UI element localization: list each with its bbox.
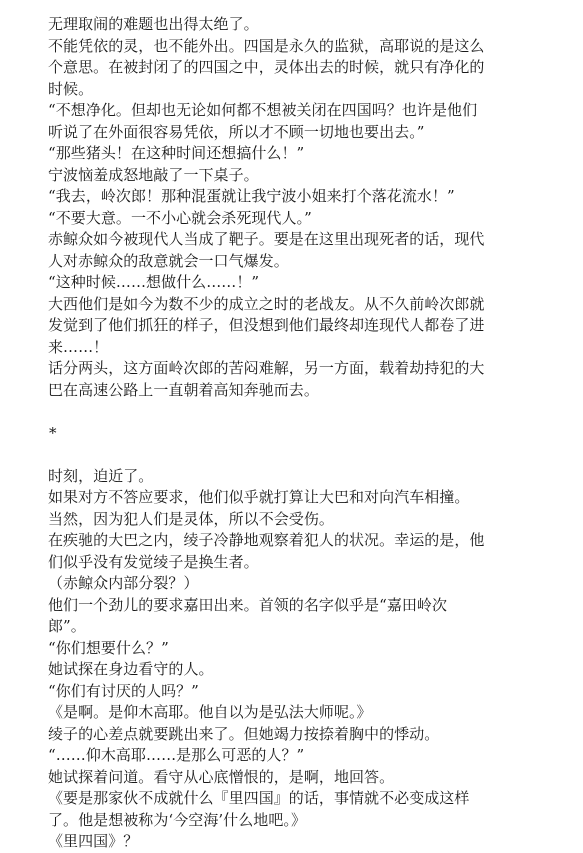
blank-line: [48, 401, 548, 423]
text-line: “不要大意。一不小心就会杀死现代人。”: [48, 208, 312, 227]
blank-line: [48, 444, 548, 466]
text-line: 当然，因为犯人们是灵体，所以不会受伤。: [48, 509, 334, 528]
text-line: “这种时候……想做什么……！”: [48, 273, 260, 291]
text-line: 她试探着问道。看守从心底憎恨的，是啊，地回答。: [48, 767, 395, 786]
document-page: [48, 14, 548, 853]
text-line: “……仰木高耶……是那么可恶的人？”: [48, 746, 305, 764]
text-line: 听说了在外面很容易凭依，所以才不顾一切地也要出去。”: [48, 122, 425, 141]
text-line: 《里四国》？: [48, 832, 139, 850]
text-line: 个意思。在被封闭了的四国之中，灵体出去的时候，就只有净化的: [48, 58, 485, 76]
text-section-2: [48, 466, 548, 853]
text-line: 时候。: [48, 79, 94, 98]
text-line: 了。他是想被称为‘今空海’什么地吧。》: [48, 810, 306, 829]
text-line: 话分两头，这方面岭次郎的苦闷难解，另一方面，载着劫持犯的大: [48, 359, 485, 377]
text-line: 她试探在身边看守的人。: [48, 660, 214, 678]
text-line: （赤鲸众内部分裂？）: [48, 574, 199, 592]
text-line: 无理取闹的难题也出得太绝了。: [48, 15, 259, 33]
text-line: 们似乎没有发觉绫子是换生者。: [48, 552, 259, 571]
text-line: “不想净化。但却也无论如何都不想被关闭在四国吗？也许是他们: [48, 101, 478, 119]
text-line: 发觉到了他们抓狂的样子，但没想到他们最终却连现代人都卷了进: [48, 316, 485, 334]
text-line: 《要是那家伙不成就什么『里四国』的话，事情就不必变成这样: [48, 789, 470, 807]
text-line: 时刻，迫近了。: [48, 466, 154, 485]
text-line: 赤鲸众如今被现代人当成了靶子。要是在这里出现死者的话，现代: [48, 230, 485, 248]
text-line: 大西他们是如今为数不少的成立之时的老战友。从不久前岭次郎就: [48, 294, 485, 313]
text-line: 宁波恼羞成怒地敲了一下桌子。: [48, 165, 259, 184]
section-separator: *: [49, 423, 57, 442]
text-line: 郎”。: [48, 617, 86, 635]
text-line: “我去，岭次郎！那种混蛋就让我宁波小姐来打个落花流水！”: [48, 187, 455, 205]
text-line: 在疾驰的大巴之内，绫子冷静地观察着犯人的状况。幸运的是，他: [48, 531, 485, 549]
text-line: 巴在高速公路上一直朝着高知奔驰而去。: [48, 380, 319, 399]
text-section-1: [48, 14, 548, 401]
text-line: “你们有讨厌的人吗？”: [48, 681, 199, 700]
text-line: 不能凭依的灵，也不能外出。四国是永久的监狱，高耶说的是这么: [48, 36, 485, 55]
text-line: 《是啊。是仰木高耶。他自以为是弘法大师呢。》: [48, 703, 372, 721]
text-line: “你们想要什么？”: [48, 638, 169, 657]
text-line: 如果对方不答应要求，他们似乎就打算让大巴和对向汽车相撞。: [48, 488, 470, 506]
text-line: “那些猪头！在这种时间还想搞什么！”: [48, 144, 305, 162]
text-line: 绫子的心差点就要跳出来了。但她竭力按捺着胸中的悸动。: [48, 724, 440, 743]
text-line: 他们一个劲儿的要求嘉田出来。首领的名字似乎是“嘉田岭次: [48, 595, 448, 614]
text-line: 人对赤鲸众的敌意就会一口气爆发。: [48, 251, 289, 270]
text-line: 来……！: [48, 337, 109, 356]
